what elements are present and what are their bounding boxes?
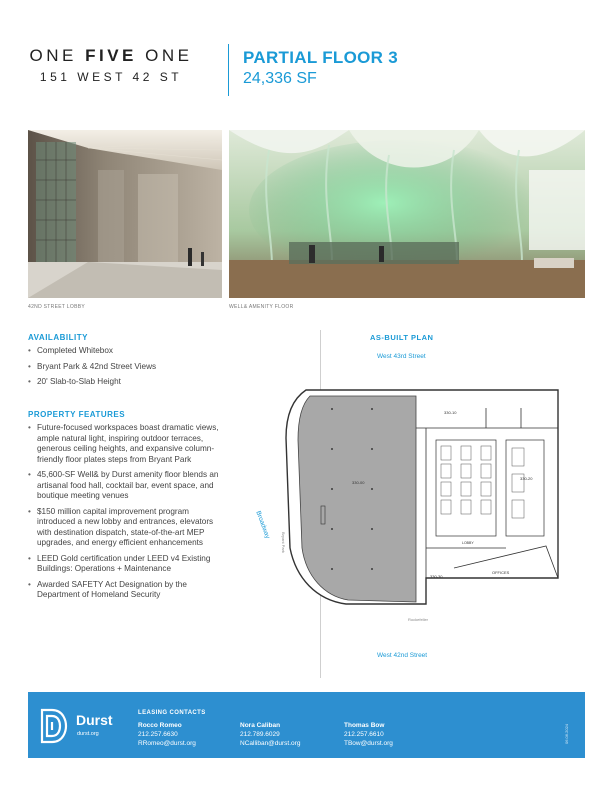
contact-card	[138, 722, 196, 747]
contact-email[interactable]: TBow@durst.org	[344, 740, 393, 747]
availability-item: • 20' Slab-to-Slab Height	[28, 377, 218, 388]
durst-url[interactable]: durst.org	[77, 731, 99, 737]
amenity-photo	[229, 130, 585, 298]
contact-card	[240, 722, 300, 747]
features-item: • Future-focused workspaces boast dramatic views, ample natural light, inspiring outdoor terraces, generous ceiling heights, and expansive column-friendly floor plates steps from Bryant Park	[28, 423, 224, 465]
date-code: 06.06.2024	[564, 723, 569, 744]
street-bottom-sub: Rockefeller	[408, 617, 429, 622]
contacts-heading: LEASING CONTACTS	[138, 710, 206, 716]
availability-list	[28, 346, 218, 393]
amenity-caption: WELL& AMENITY FLOOR	[229, 304, 294, 310]
room-label: LOBBY	[462, 541, 474, 545]
contact-phone[interactable]: 212.257.6630	[138, 731, 178, 738]
street-bottom-label: West 42nd Street	[377, 652, 428, 659]
features-list	[28, 423, 224, 606]
contact-name: Rocco Romeo	[138, 722, 182, 729]
floor-area: 24,336 SF	[243, 70, 317, 87]
room-label: 330-20	[520, 476, 533, 481]
floor-plan-drawing	[276, 378, 562, 614]
durst-logo-text: Durst	[76, 712, 113, 728]
brand-word-one: ONE	[29, 46, 77, 65]
brand-name	[0, 46, 222, 66]
features-item: • $150 million capital improvement program introduced a new lobby and entrances, elevators with destination dispatch, state-of-the-art MEP upgrades, and energy efficient enhancements	[28, 507, 224, 549]
contact-name: Nora Caliban	[240, 722, 281, 729]
contact-phone[interactable]: 212.257.6610	[344, 731, 384, 738]
footer-bar	[28, 692, 585, 758]
floor-plan	[276, 378, 562, 614]
floor-title: PARTIAL FLOOR 3	[243, 48, 398, 67]
lobby-photo-image	[28, 130, 222, 298]
room-label: 330-10	[444, 410, 457, 415]
contact-name: Thomas Bow	[344, 722, 385, 729]
brand-address: 151 WEST 42 ST	[39, 70, 183, 84]
contact-email[interactable]: RRomeo@durst.org	[138, 740, 196, 747]
contact-card	[344, 722, 393, 747]
brand-word-one-2: ONE	[145, 46, 193, 65]
features-item: • LEED Gold certification under LEED v4 Existing Buildings: Operations + Maintenance	[28, 554, 224, 575]
street-top-label: West 43rd Street	[377, 353, 426, 360]
header-divider	[228, 44, 229, 96]
room-label: 330-00	[352, 480, 365, 485]
contact-email[interactable]: NCalliban@durst.org	[240, 740, 301, 747]
durst-logo-icon	[38, 708, 68, 744]
availability-item: • Completed Whitebox	[28, 346, 218, 357]
street-left-label: Broadway	[254, 510, 271, 540]
room-label: OFFICES	[492, 570, 510, 575]
amenity-photo-image	[229, 130, 585, 298]
features-item: • Awarded SAFETY Act Designation by the Department of Homeland Security	[28, 580, 224, 601]
availability-heading: AVAILABILITY	[28, 333, 88, 342]
features-heading: PROPERTY FEATURES	[28, 410, 126, 419]
lobby-photo	[28, 130, 222, 298]
available-suite	[298, 396, 416, 602]
street-left-sub: Bryant Park	[281, 532, 286, 553]
availability-item: • Bryant Park & 42nd Street Views	[28, 362, 218, 373]
features-item: • 45,600-SF Well& by Durst amenity floor blends an artisanal food hall, cocktail bar, event space, and boutique meeting venues	[28, 470, 224, 502]
room-label: 330-30	[430, 574, 443, 579]
lobby-caption: 42ND STREET LOBBY	[28, 304, 85, 310]
brand-word-five: FIVE	[85, 46, 137, 65]
contact-phone[interactable]: 212.789.6029	[240, 731, 280, 738]
plan-heading: AS-BUILT PLAN	[370, 333, 434, 342]
